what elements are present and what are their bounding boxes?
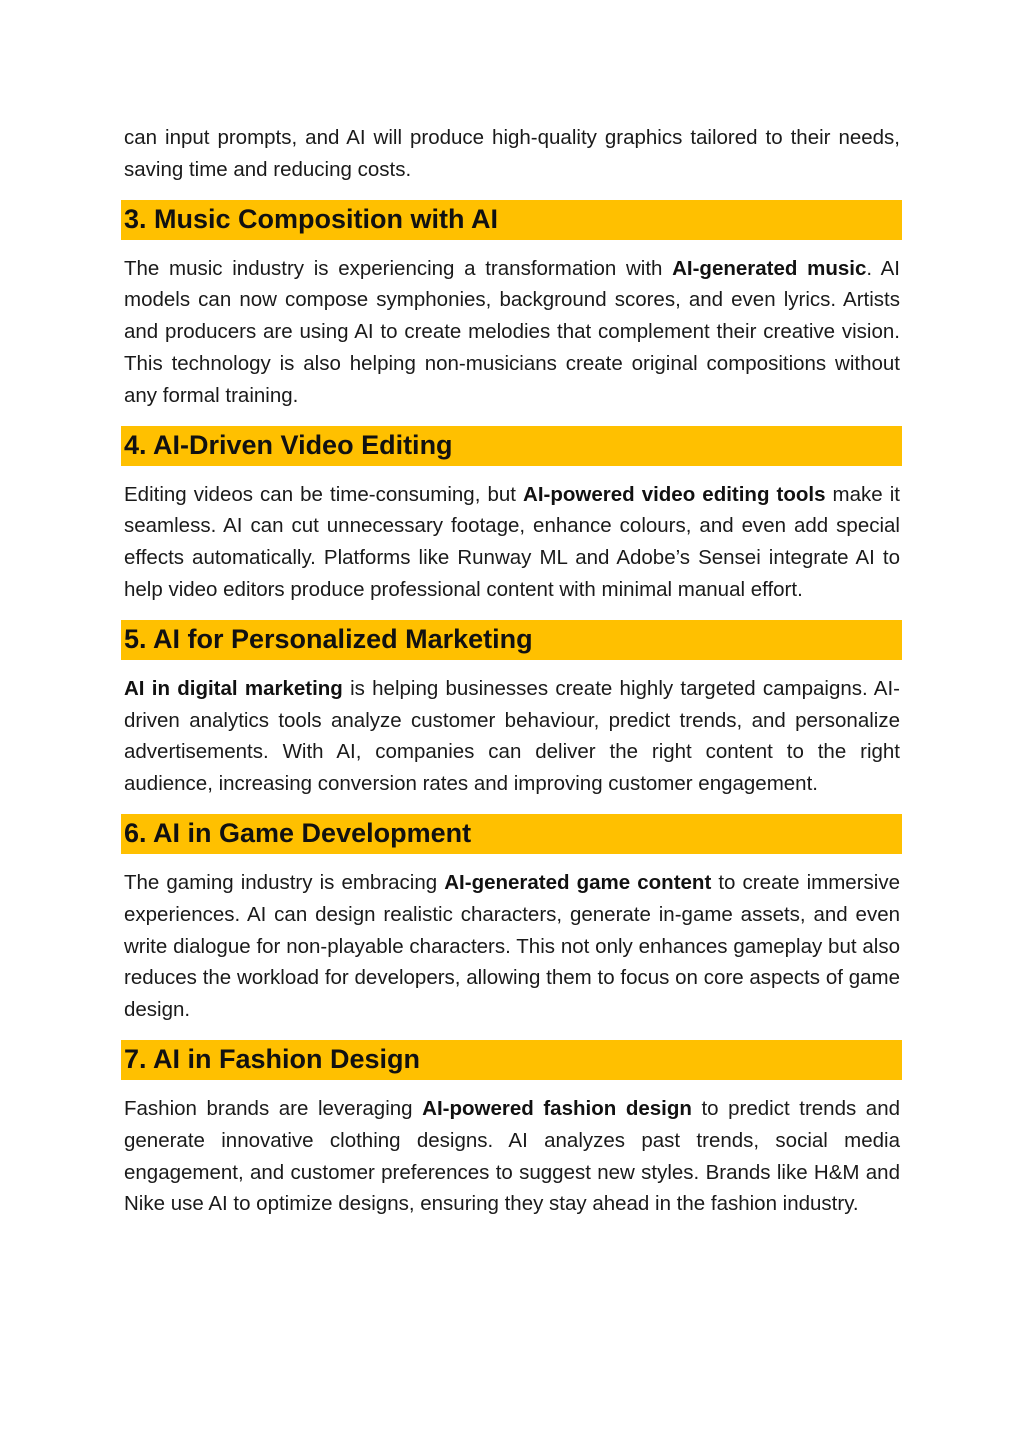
section-paragraph <box>124 479 900 606</box>
section-paragraph <box>124 673 900 800</box>
section-heading: 5. AI for Personalized Marketing <box>121 620 902 660</box>
paragraph-text: Fashion brands are leveraging <box>124 1096 423 1120</box>
section-heading: 3. Music Composition with AI <box>121 200 902 240</box>
bold-phrase: AI-powered video editing tools <box>523 482 826 506</box>
bold-phrase: AI-generated music <box>672 256 867 280</box>
section-personalized-marketing <box>124 620 900 800</box>
section-game-development <box>124 814 900 1026</box>
section-heading: 7. AI in Fashion Design <box>121 1040 902 1080</box>
paragraph-text: . AI models can now compose symphonies, background scores, and even lyrics. Artists and producers are using AI to create melodies that complement their creative vision. This technology is also helping non-musicians create original compositions without any formal training. <box>124 256 900 407</box>
section-music-composition <box>124 200 900 412</box>
bold-phrase: AI in digital marketing <box>124 676 343 700</box>
section-paragraph <box>124 867 900 1026</box>
paragraph-text: make it seamless. AI can cut unnecessary footage, enhance colours, and even add special effects automatically. Platforms like Runway ML and Adobe’s Sensei integrate AI to help video editors produce professional content with minimal manual effort. <box>124 482 900 601</box>
paragraph-text: The music industry is experiencing a transformation with <box>124 256 673 280</box>
bold-phrase: AI-powered fashion design <box>422 1096 692 1120</box>
paragraph-text: Editing videos can be time-consuming, but <box>124 482 524 506</box>
section-heading: 4. AI-Driven Video Editing <box>121 426 902 466</box>
section-fashion-design <box>124 1040 900 1220</box>
paragraph-text: to create immersive experiences. AI can design realistic characters, generate in-game assets, and even write dialogue for non-playable characters. This not only enhances gameplay but also reduces the workload for developers, allowing them to focus on core aspects of game design. <box>124 870 900 1022</box>
document-page <box>124 122 900 1234</box>
paragraph-text: is helping businesses create highly targeted campaigns. AI-driven analytics tools analyze customer behaviour, predict trends, and personalize advertisements. With AI, companies can deliver the right content to the right audience, increasing conversion rates and improving customer engagement. <box>124 676 901 796</box>
intro-paragraph: can input prompts, and AI will produce high-quality graphics tailored to their needs, saving time and reducing costs. <box>124 126 900 181</box>
section-paragraph <box>124 1093 900 1220</box>
section-paragraph <box>124 253 900 412</box>
paragraph-text: The gaming industry is embracing <box>124 870 445 894</box>
paragraph-text: to predict trends and generate innovative clothing designs. AI analyzes past trends, social media engagement, and customer preferences to suggest new styles. Brands like H&M and Nike use AI to optimize designs, ensuring they stay ahead in the fashion industry. <box>124 1096 901 1216</box>
section-video-editing <box>124 426 900 606</box>
section-heading: 6. AI in Game Development <box>121 814 902 854</box>
bold-phrase: AI-generated game content <box>444 870 712 894</box>
